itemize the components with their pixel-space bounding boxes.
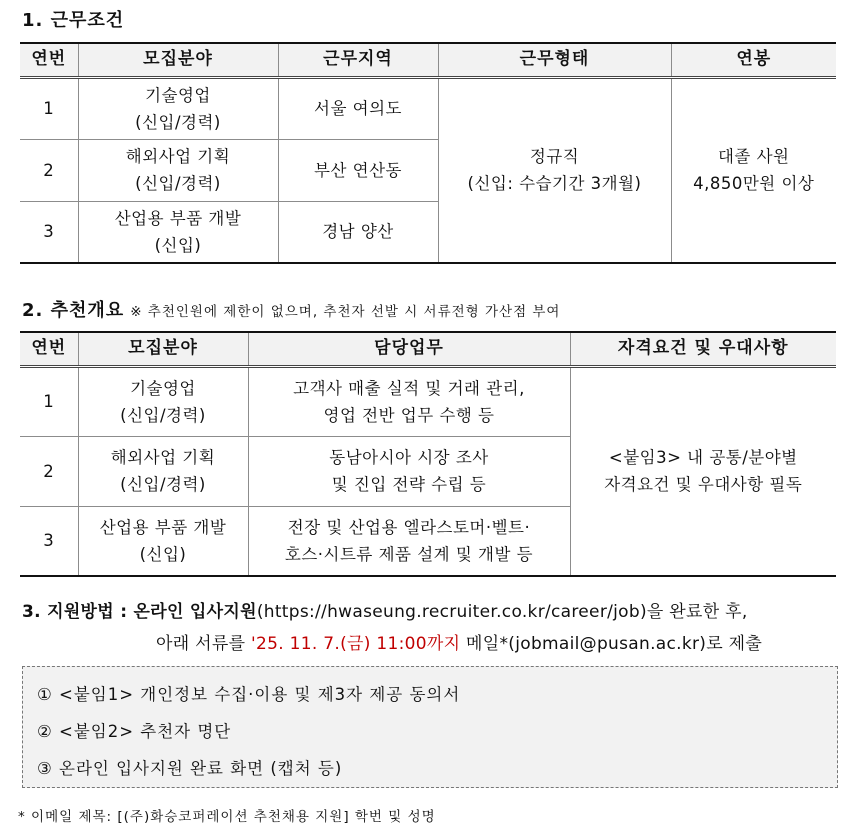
field-name: 산업용 부품 개발 [99,517,227,537]
location-cell: 부산 연산동 [278,139,438,201]
col-header-no: 연번 [20,332,78,366]
section2-note: ※ 추천인원에 제한이 없으며, 추천자 선발 시 서류전형 가산점 부여 [130,304,561,320]
row-number: 1 [20,366,78,436]
work-type-cell [438,77,671,263]
documents-box [22,666,838,788]
duty-line: 영업 전반 업무 수행 등 [323,405,495,425]
row-number: 1 [20,77,78,139]
field-cell [78,436,248,506]
salary-amount: 4,850만원 이상 [693,174,815,194]
field-name: 해외사업 기획 [125,147,231,166]
col-header-no: 연번 [20,43,78,77]
qualification-line: <붙임3> 내 공통/분야별 [608,448,798,468]
duty-line: 및 진입 전략 수립 등 [331,475,487,494]
row-number: 2 [20,139,78,201]
apply-url-text: (https://hwaseung.recruiter.co.kr/career/job)을 완료한 후, [256,602,748,622]
row-number: 3 [20,506,78,576]
email-address: (jobmail@pusan.ac.kr) [508,634,707,654]
field-cell [78,506,248,576]
section3-line2 [156,629,762,659]
field-level: (신입/경력) [135,112,221,132]
deadline: '25. 11. 7.(금) 11:00까지 [251,634,461,654]
field-cell [78,366,248,436]
document-item: ③ 온라인 입사지원 완료 화면 (캡처 등) [37,759,343,778]
footnote: * 이메일 제목: [(주)화승코퍼레이션 추천채용 지원] 학번 및 성명 [18,809,436,825]
location-cell: 경남 양산 [278,201,438,263]
field-name: 산업용 부품 개발 [114,208,242,228]
field-cell [78,139,278,201]
section1-title: 1. 근무조건 [22,10,125,31]
col-header-duties: 담당업무 [248,332,570,366]
col-header-salary: 연봉 [671,43,836,77]
col-header-field: 모집분야 [78,332,248,366]
salary-cell [671,77,836,263]
duty-line: 전장 및 산업용 엘라스토머·벨트· [287,517,531,537]
row-number: 2 [20,436,78,506]
duty-line: 호스·시트류 제품 설계 및 개발 등 [284,544,534,564]
recommendation-table [20,331,836,577]
field-cell [78,201,278,263]
salary-grade: 대졸 사원 [717,147,790,167]
duty-line: 동남아시아 시장 조사 [329,448,489,467]
field-level: (신입/경력) [135,174,221,193]
field-level: (신입/경력) [120,405,206,425]
col-header-field: 모집분야 [78,43,278,77]
qualification-line: 자격요건 및 우대사항 필독 [604,475,803,495]
apply-instruction: 아래 서류를 [156,634,252,654]
section2-title: 2. 추천개요 [22,300,125,321]
duty-cell [248,436,570,506]
table-row [20,366,836,436]
work-conditions-table [20,42,836,264]
section3-line1 [22,597,748,627]
probation: (신입: 수습기간 3개월) [467,174,642,194]
duty-cell [248,506,570,576]
document-item: ② <붙임2> 추천자 명단 [37,722,232,741]
section2-heading [22,296,560,322]
col-header-work-type: 근무형태 [438,43,671,77]
field-level: (신입/경력) [120,475,206,494]
table-row [20,77,836,139]
col-header-qualifications: 자격요건 및 우대사항 [570,332,836,366]
row-number: 3 [20,201,78,263]
section3-title: 3. 지원방법 : 온라인 입사지원 [22,602,257,622]
field-name: 해외사업 기획 [110,448,216,467]
duty-line: 고객사 매출 실적 및 거래 관리, [293,378,525,398]
apply-instruction: 메일* [460,634,509,654]
duty-cell [248,366,570,436]
field-level: (신입) [154,235,202,255]
field-name: 기술영업 [145,85,211,105]
field-cell [78,77,278,139]
field-level: (신입) [139,544,187,564]
col-header-location: 근무지역 [278,43,438,77]
document-item: ① <붙임1> 개인정보 수집·이용 및 제3자 제공 동의서 [37,685,461,704]
apply-instruction: 로 제출 [706,634,763,654]
field-name: 기술영업 [130,378,196,398]
work-type: 정규직 [529,147,580,167]
location-cell: 서울 여의도 [278,77,438,139]
qualification-cell [570,366,836,576]
